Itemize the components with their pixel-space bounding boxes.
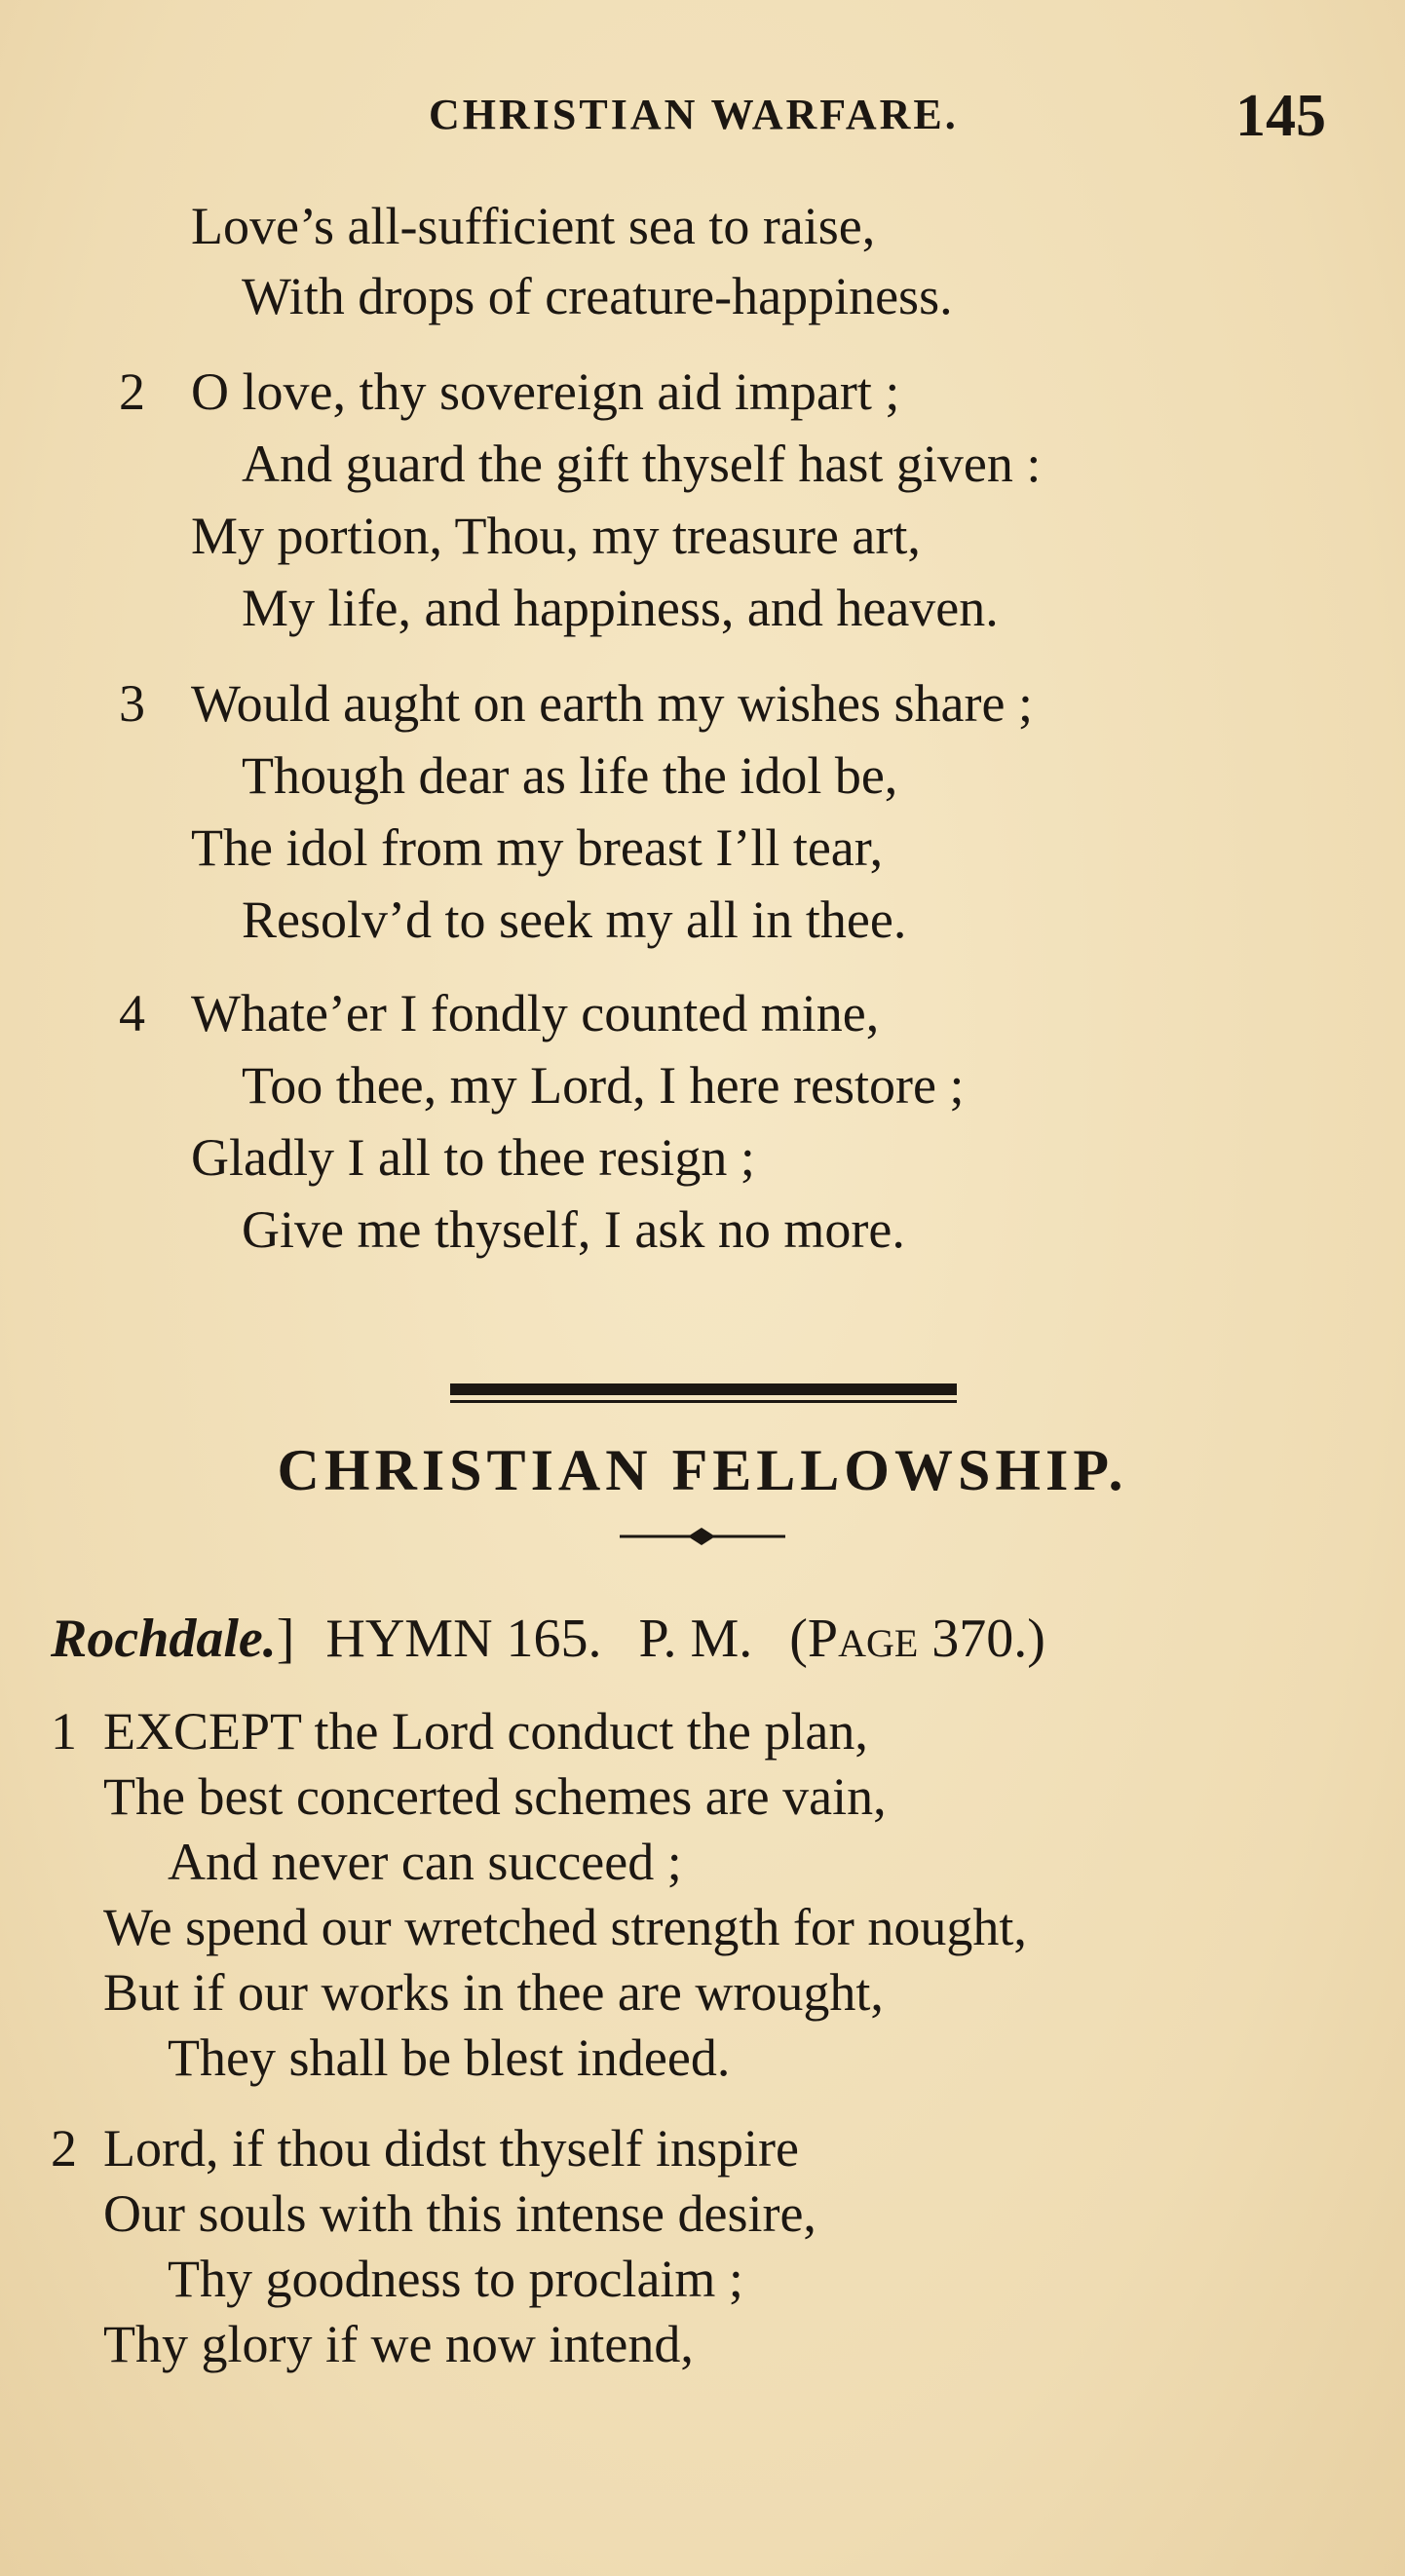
divider-rule-thin (450, 1400, 957, 1403)
running-title: CHRISTIAN WARFARE. (429, 91, 959, 138)
verse-line: Thy goodness to proclaim ; (168, 2250, 743, 2308)
hymn-heading (51, 1608, 1045, 1675)
verse-line: And guard the gift thyself hast given : (242, 435, 1042, 493)
verse-line: But if our works in thee are wrought, (103, 1963, 884, 2022)
stanza-number: 2 (51, 2119, 77, 2178)
divider-rule (450, 1383, 957, 1395)
tune-name: Rochdale. (51, 1609, 277, 1669)
verse-line: Whate’er I fondly counted mine, (191, 984, 880, 1042)
verse-line: Our souls with this intense desire, (103, 2184, 816, 2243)
verse-line: Would aught on earth my wishes share ; (191, 674, 1033, 733)
page-number: 145 (1235, 83, 1326, 149)
verse-line: O love, thy sovereign aid impart ; (191, 362, 900, 421)
verse-line: With drops of creature-happiness. (242, 267, 953, 325)
verse-line: And never can succeed ; (168, 1833, 682, 1891)
verse-line: EXCEPT the Lord conduct the plan, (103, 1702, 868, 1761)
verse-line: My portion, Thou, my treasure art, (191, 507, 921, 565)
hymn-label: HYMN 165. (325, 1609, 602, 1669)
verse-line: Resolv’d to seek my all in thee. (242, 890, 907, 949)
stanza-number: 4 (119, 984, 145, 1042)
page-reference: (PAGE 370.) (789, 1609, 1045, 1669)
verse-line: Lord, if thou didst thyself inspire (103, 2119, 799, 2178)
verse-line: My life, and happiness, and heaven. (242, 579, 999, 637)
page-header (0, 83, 1405, 149)
verse-line: Give me thyself, I ask no more. (242, 1200, 905, 1259)
section-title: CHRISTIAN FELLOWSHIP. (277, 1438, 1128, 1502)
tune-bracket: ] (276, 1609, 295, 1669)
verse-line: Thy glory if we now intend, (103, 2315, 694, 2373)
verse-line: Gladly I all to thee resign ; (191, 1128, 755, 1187)
stanza-number: 3 (119, 674, 145, 733)
hymn-meter: P. M. (638, 1609, 753, 1669)
verse-line: They shall be blest indeed. (168, 2028, 731, 2087)
verse-line: Though dear as life the idol be, (242, 746, 898, 805)
ornament-divider (620, 1525, 785, 1548)
stanza-number: 1 (51, 1702, 77, 1761)
verse-line: The best concerted schemes are vain, (103, 1767, 887, 1826)
verse-line: The idol from my breast I’ll tear, (191, 818, 884, 877)
verse-line: Love’s all-sufficient sea to raise, (191, 197, 876, 255)
stanza-number: 2 (119, 362, 145, 421)
verse-line: We spend our wretched strength for nought, (103, 1898, 1027, 1956)
verse-line: Too thee, my Lord, I here restore ; (242, 1056, 965, 1115)
